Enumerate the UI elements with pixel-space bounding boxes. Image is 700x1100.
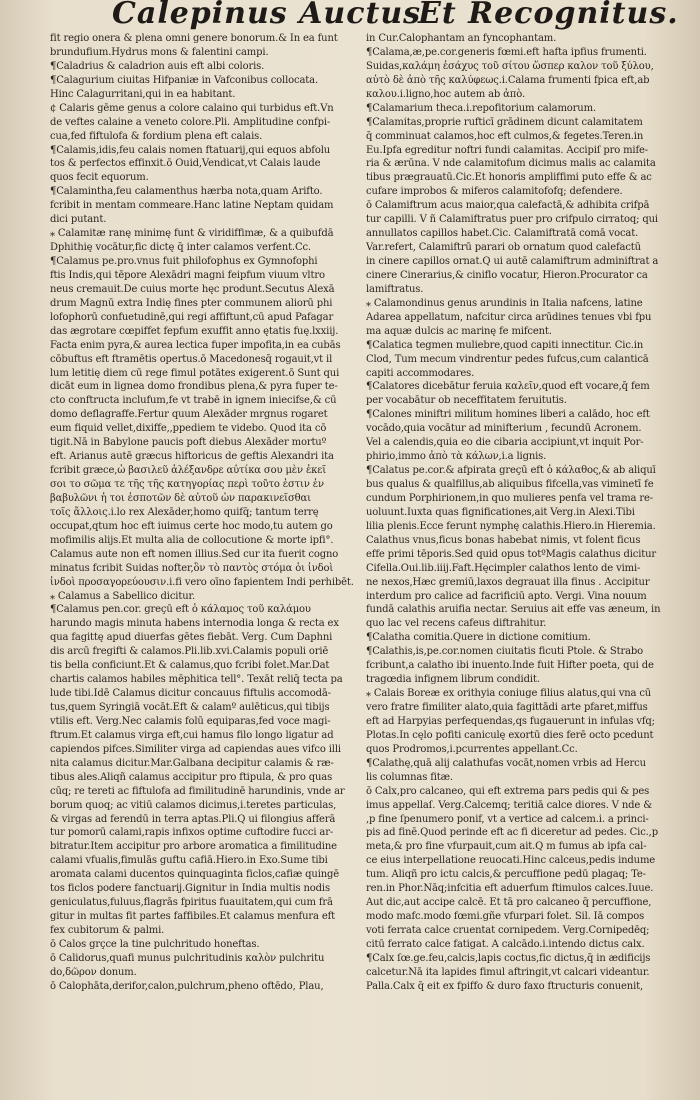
- text-line: capiti accommodares.: [366, 367, 475, 379]
- text-line: ¶Calamis,idis,feu calais nomen ftatuarij,qui equos abfolu: [50, 144, 331, 156]
- text-line: & virgas ad ferendū in terra aptas.Pli.Q ui filongius afferā: [50, 813, 336, 825]
- text-line: ¶Calatha comitia.Quere in dictione comitium.: [366, 632, 591, 644]
- text-line: minatus fcribit Suidas nofter,ὃν τὸ παντὸς στόμα ὁι ἰνδοὶ: [50, 562, 334, 574]
- text-line: ¢ Calaris gēme genus a colore calaino qui turbidus eft.Vn: [50, 102, 334, 114]
- text-line: ō Calx,pro calcaneo, qui eft extrema pars pedis qui & pes: [366, 785, 650, 797]
- text-line: Calamus aute non eft nomen illius.Sed cur ita fuerit cogno: [50, 548, 339, 560]
- text-line: neus cremauit.De cuius morte hęc produnt.Secutus Alexā: [50, 283, 335, 295]
- text-line: eft ad Harpyias perfequendas,qs fugauerunt in infulas vfq;: [366, 715, 655, 727]
- text-line: geniculatus,fuluus,flagrās fpiritus fuauitatem,qui cum frā: [50, 897, 333, 909]
- text-line: harundo magis minuta habens internodia longa & recta ex: [50, 618, 339, 630]
- text-line: lis columnas fitæ.: [366, 771, 453, 783]
- text-line: meta,& pro fine vfurpauit,cum ait.Q m fumus ab ipfa cal-: [366, 841, 647, 853]
- text-line: vtilis eft. Verg.Nec calamis folū equiparas,fed voce magi-: [50, 715, 331, 727]
- text-line: ne nexos,Hæc gremiū,laxos degrauat illa finus . Accipitur: [366, 576, 650, 588]
- text-line: tis bella conficiunt.Et & calamus,quo fcribi folet.Mar.Dat: [50, 660, 330, 672]
- text-line: Clod, Tum mecum vindrentur pedes fufcus,cum calanticā: [366, 353, 649, 365]
- text-line: ¶Caladrius & caladrion auis eft albi coloris.: [50, 60, 265, 72]
- text-line: lofophorū confuetudinē,qui regi affiftunt,cū apud Pafagar: [50, 311, 334, 323]
- text-line: imus appellaſ. Verg.Calcemq; teritiā calce diores. V nde &: [366, 799, 652, 811]
- text-line: ¶Calones miniftri militum homines liberi a calādo, hoc eft: [366, 409, 650, 421]
- text-line: interdum pro calice ad facrificiū apto. Vergi. Vina nouum: [366, 590, 647, 602]
- text-line: ¶Calamus pe.pro.vnus fuit philofophus ex Gymnofophi: [50, 256, 318, 267]
- text-line: lude tibi.Idē Calamus dicitur concauus fiftulis accomodā-: [50, 688, 331, 700]
- text-line: tragœdia infignem librum condidit.: [366, 674, 540, 686]
- text-line: de veftes calaine a veneto colore.Pli. Amplitudine confpi-: [50, 116, 331, 128]
- text-line: dicāt eum in lignea domo frondibus plena,& pyra fuper te-: [50, 381, 338, 393]
- text-line: phirio,immo ἀπὸ τὰ κάλων,i.a lignis.: [366, 451, 547, 463]
- text-line: lamiftratus.: [366, 283, 424, 295]
- text-line: annullatos capillos habet.Cic. Calamiftratā comā vocat.: [366, 228, 639, 240]
- text-line: fundā calathis aruifia nectar. Seruius ait effe vas æneum, in: [366, 604, 661, 616]
- text-line: Vel a calendis,quia eo die cibaria accipiunt,vt inquit Por-: [366, 437, 644, 449]
- text-line: domo deflagraffe.Fertur quum Alexāder mrgnus rogaret: [50, 409, 328, 421]
- text-line: cōbuftus eft ftramētis opertus.ō Macedonesq̄ rogauit,vt il: [50, 353, 333, 365]
- header-right-title: Et Recognitus.: [418, 0, 679, 31]
- text-line: σοι το σῶμα τε τῆς τῆς κατηγορίας περὶ τοῦτο ἐστιν ἐν: [50, 479, 324, 490]
- text-line: fcribit in mentam commeare.Hanc latine Neptam quidam: [50, 200, 334, 212]
- text-line: τοῖς ἄλλοις.i.lo rex Alexāder,homo quifq̄; tantum terrę: [50, 506, 319, 518]
- text-line: mofimilis alijs.Et multa alia de collocutione & morte ipfi°.: [50, 534, 334, 546]
- text-line: Hinc Calagurritani,qui in ea habitant.: [50, 88, 236, 100]
- text-line: Var.refert, Calamiftrū parari ob ornatum quod calefactū: [366, 242, 641, 254]
- text-line: Plotas.In cęlo pofiti caniculę exortū dies ferē octo pcedunt: [366, 729, 654, 741]
- text-line: ⁎ Calais Boreæ ex orithyia coniuge filius alatus,qui vna cū: [366, 688, 652, 700]
- text-line: do,δῶρον donum.: [50, 966, 137, 978]
- text-line: Calathus vnus,ficus bonas habebat nimis, vt folent ficus: [366, 534, 641, 546]
- text-line: ō Calamiftrum acus maior,qua calefactā,& adhibita crifpā: [366, 200, 650, 212]
- text-line: ¶Calx ſœ.ge.feu,calcis,lapis coctus,fic dictus,q̄ in ædificijs: [366, 952, 651, 964]
- text-line: cinere Cinerarius,& ciniflo vocatur, Hieron.Procurator ca: [366, 269, 648, 281]
- text-line: dici putant.: [50, 214, 107, 226]
- text-line: ἰνδοὶ προσαγορεύουσιν.i.fi vero oīno fapientem Indi perhibēt.: [50, 576, 354, 588]
- text-line: tos ficlos podere fanctuarij.Gignitur in India multis nodis: [50, 883, 330, 895]
- running-header: [0, 0, 700, 34]
- text-line: fcribunt,a calatho ibi inuento.Inde fuit Hifter poeta, qui de: [366, 660, 654, 672]
- text-line: chartis calamos habiles mēphitica tell°. Texāt reliq̄ tecta pa: [50, 674, 343, 686]
- text-line: fcribit græce,ὦ βασιλεῦ ἀλέξανδρε αὐτίκα σου μὲν ἐκεῖ: [50, 465, 327, 477]
- text-line: ¶Calamus pen.cor. greçū eft ὁ κάλαμος τοῦ καλάμου: [50, 604, 311, 616]
- text-line: tus,quem Syringiā vocāt.Eft & calamº aulēticus,qui tibijs: [50, 702, 330, 713]
- text-line: ¶Calama,æ,pe.cor.generis fœmi.eft hafta ipfius frumenti.: [366, 46, 647, 58]
- text-line: ¶Calathę,quā alij calathufas vocāt,nomen vrbis ad Hercu: [366, 757, 646, 769]
- text-line: vero fratre fimiliter alato,quia fagittādi arte pfaret,miffus: [366, 702, 648, 713]
- text-line: occupat,qtum hoc eft iuimus certe hoc modo,tu autem go: [50, 520, 333, 532]
- text-line: qua fagittę apud diuerfas gētes fiebāt. Verg. Cum Daphni: [50, 632, 333, 644]
- text-line: q̄ comminuat calamos,hoc eft culmos,& fegetes.Teren.in: [366, 130, 644, 142]
- text-line: drum Magnū extra Indię fines pter communem aliorū phi: [50, 297, 333, 309]
- text-line: bitratur.Item accipitur pro arbore aromatica a fimilitudine: [50, 841, 337, 853]
- text-line: aromata calami ducentos quinquaginta ficlos,cafiæ quingē: [50, 869, 340, 881]
- text-line: ō Calophāta,derifor,calon,pulchrum,pheno oftēdo, Plau,: [50, 980, 324, 992]
- text-line: ¶Calamarium theca.i.repofitorium calamorum.: [366, 102, 596, 114]
- text-line: ¶Calamintha,feu calamenthus hærba nota,quam Arifto.: [50, 186, 323, 198]
- text-line: dis arcū fregifti & calamos.Pli.lib.xvi.Calamis populi oriē: [50, 646, 329, 658]
- text-line: calcetur.Nā ita lapides fimul aftringit,vt calcari videantur.: [366, 966, 650, 978]
- text-line: pis ad finē.Quod perinde eft ac fi diceretur ad pedes. Cic.,p: [366, 827, 658, 839]
- text-line: ma aquæ dulcis ac marinę fe mifcent.: [366, 325, 552, 337]
- text-line: ftis Indis,qui tēpore Alexādri magni feipfum viuum vltro: [50, 269, 325, 281]
- text-line: ren.in Phor.Nāq;infcitia eft aduerfum ftimulos calces.Iuue.: [366, 883, 654, 895]
- text-line: calami vfualis,fimulās guftu cafiā.Hiero.in Exo.Sume tibi: [50, 855, 328, 867]
- text-line: quos Prodromos,i.pcurrentes appellant.Cc.: [366, 743, 578, 755]
- text-line: Facta enim pyra,& aurea lectica fuper impofita,in ea cubās: [50, 339, 341, 351]
- text-line: Adarea appellatum, nafcitur circa arūdines tenues vbi fpu: [366, 311, 652, 323]
- text-line: Cifella.Oui.lib.iiij.Faft.Hęcimpler calathos lento de vimi-: [366, 562, 641, 574]
- text-line: voti ferrata calce cruentat cornipedem. Verg.Cornipedēq;: [366, 925, 650, 936]
- text-line: ¶Calathis,is,pe.cor.nomen ciuitatis ficuti Ptole. & Strabo: [366, 646, 644, 658]
- text-line: tos & perfectos effinxit.ō Ouid,Vendicat,vt Calais laude: [50, 158, 321, 170]
- header-left-title: Calepinus Auctus: [112, 0, 422, 31]
- text-line: vocādo,quia vocātur ad minifterium , fecundū Acronem.: [366, 423, 642, 435]
- text-line: cto conftructa inclufum,fe vt trabē in ignem iniecifse,& cū: [50, 395, 337, 407]
- text-line: modo mafc.modo fœmi.gñe vfurpari folet. Sil. Iā compos: [366, 911, 645, 923]
- text-line: ,p fine ſpenumero ponif, vt a vertice ad calcem.i. a princi-: [366, 813, 649, 825]
- text-line: ō Calos grçce la tine pulchritudo honeftas.: [50, 938, 260, 950]
- text-line: fit regio onera & plena omni genere bonorum.& In ea funt: [50, 33, 338, 44]
- text-line: quos fecit equorum.: [50, 172, 149, 184]
- text-line: tigit.Nā in Babylone paucis poft diebus Alexāder mortuº: [50, 437, 327, 449]
- text-line: ⁎ Calamus a Sabellico dicitur.: [50, 590, 196, 602]
- text-line: ria & ærūna. V nde calamitofum dicimus malis ac calamita: [366, 158, 656, 170]
- right-text-column: [366, 32, 684, 994]
- text-line: bus qualus & qualfillus,ab aliquibus fifcella,vas viminetī fe: [366, 479, 654, 490]
- text-line: capiendos pifces.Similiter virga ad capiendas aues vifco illi: [50, 743, 341, 755]
- text-line: cua,fed fiftulofa & fordium plena eft calais.: [50, 130, 263, 142]
- text-line: nita calamus dicitur.Mar.Galbana decipitur calamis & ræ-: [50, 757, 334, 769]
- text-line: Eu.Ipfa egreditur noftri fundi calamitas. Accipiſ pro mife-: [366, 144, 649, 156]
- text-line: brundufium.Hydrus mons & falentini campi.: [50, 46, 269, 58]
- text-line: Aut dic,aut accipe calcē. Et tā pro calcaneo q̄ percuffione,: [366, 897, 652, 909]
- text-line: cufare improbos & miferos calamitofofq; defendere.: [366, 186, 623, 198]
- text-line: Palla.Calx q̄ eit ex fpiffo & duro faxo ftructuris conuenit,: [366, 980, 644, 992]
- text-line: eum fiquid vellet,dixiffe,,ppediem te videbo. Quod ita cō: [50, 423, 327, 435]
- text-line: ¶Calatores dicebātur feruia καλεῖν,quod eft vocare,q̄ fem: [366, 381, 650, 393]
- page-bottom-margin: [0, 1078, 700, 1100]
- left-text-column: [50, 32, 368, 994]
- text-line: eft. Arianus autē græcus hiftoricus de geftis Alexandri ita: [50, 451, 334, 463]
- text-line: das ægrotare cœpiffet fepfum exuffit anno ętatis fuę.lxxiij.: [50, 325, 339, 337]
- text-line: ō Calidorus,quafi munus pulchritudinis καλὸν pulchritu: [50, 952, 325, 964]
- text-line: borum quoq; ac vitiū calamos dicimus,i.teretes particulas,: [50, 799, 337, 811]
- text-line: effe primi tēporis.Sed quid opus totºMagis calathus dicitur: [366, 548, 657, 560]
- text-line: tur pomorū calami,rapis infixos optime cuftodire fucci ar-: [50, 827, 334, 839]
- text-line: Suidas,καλάμη ἐσάχυς τοῦ σίτου ὥσπερ καλον τοῦ ξύλου,: [366, 60, 654, 72]
- text-line: ¶Calamitas,proprie rufticī grādinem dicunt calamitatem: [366, 116, 643, 128]
- text-line: ¶Calagurium ciuitas Hifpaniæ in Vafconibus collocata.: [50, 74, 318, 86]
- text-line: lilia plenis.Ecce ferunt nymphę calathis.Hiero.in Hieremia.: [366, 520, 656, 532]
- text-line: ¶Calatica tegmen muliebre,quod capiti innectitur. Cic.in: [366, 339, 644, 351]
- text-line: tibus prægrauatū.Cic.Et honoris ampliffimi puto effe & ac: [366, 172, 652, 184]
- text-line: citū ferrato calce fatigat. A calcādo.i.intendo dictus calx.: [366, 938, 645, 950]
- text-line: tur capilli. V ñ Calamiftratus puer pro crifpulo cirratoq; qui: [366, 214, 658, 226]
- text-line: cundum Porphirionem,in quo mulieres penfa vel trama re-: [366, 492, 654, 504]
- text-line: per vocabātur ob neceffitatem feruitutis.: [366, 395, 567, 407]
- text-line: καλου.i.ligno,hoc autem ab ἀπὸ.: [366, 88, 526, 100]
- text-line: tum. Aliqñ pro ictu calcis,& percuffione pedū plagaq; Te-: [366, 869, 646, 881]
- text-line: ⁎ Calamondinus genus arundinis in Italia nafcens, latine: [366, 297, 643, 309]
- text-line: βαβυλῶνι ἡ τοι ἐσποτῶν δὲ αὐτοῦ ὡν παρακινεῖσθαι: [50, 492, 311, 504]
- text-line: in cinere capillos ornat.Q ui autē calamiftrum adminiftrat a: [366, 256, 659, 267]
- text-line: lum letitię diem cū rege fimul potātes exigerent.ō Sunt qui: [50, 367, 340, 379]
- text-line: fex cubitorum & palmi.: [50, 925, 165, 936]
- text-line: αὐτὸ δὲ ἀπὸ τῆς καλύφεως.i.Calama frumenti fpica eft,ab: [366, 74, 650, 86]
- text-line: Dphithię vocātur,fic dictę q̄ inter calamos verfent.Cc.: [50, 242, 311, 254]
- text-line: quo lac vel recens cafeus diftrahitur.: [366, 618, 547, 630]
- text-line: tibus ales.Aliqñ calamus accipitur pro ftipula, & pro quas: [50, 771, 333, 783]
- text-line: cūq; re tereti ac fiftulofa ad fimilitudinē harundinis, vnde ar: [50, 785, 345, 797]
- text-line: in Cur.Calophantam an fyncophantam.: [366, 33, 557, 44]
- text-line: gitur in multas fit partes faffibiles.Et calamus menfura eft: [50, 911, 336, 923]
- text-line: ce eius interpellatione reuocati.Hinc calceus,pedis indume: [366, 855, 656, 867]
- text-line: uoluunt.Iuxta quas fignificationes,ait Verg.in Alexi.Tibi: [366, 506, 635, 518]
- text-line: ¶Calatus pe.cor.& afpirata greçū eft ὁ κάλαθος,& ab aliquī: [366, 465, 656, 477]
- text-line: ftrum.Et calamus virga eft,cui hamus filo longo ligatur ad: [50, 729, 334, 741]
- text-line: ⁎ Calamitæ ranę minimę funt & viridiffimæ, & a quibufdā: [50, 228, 334, 240]
